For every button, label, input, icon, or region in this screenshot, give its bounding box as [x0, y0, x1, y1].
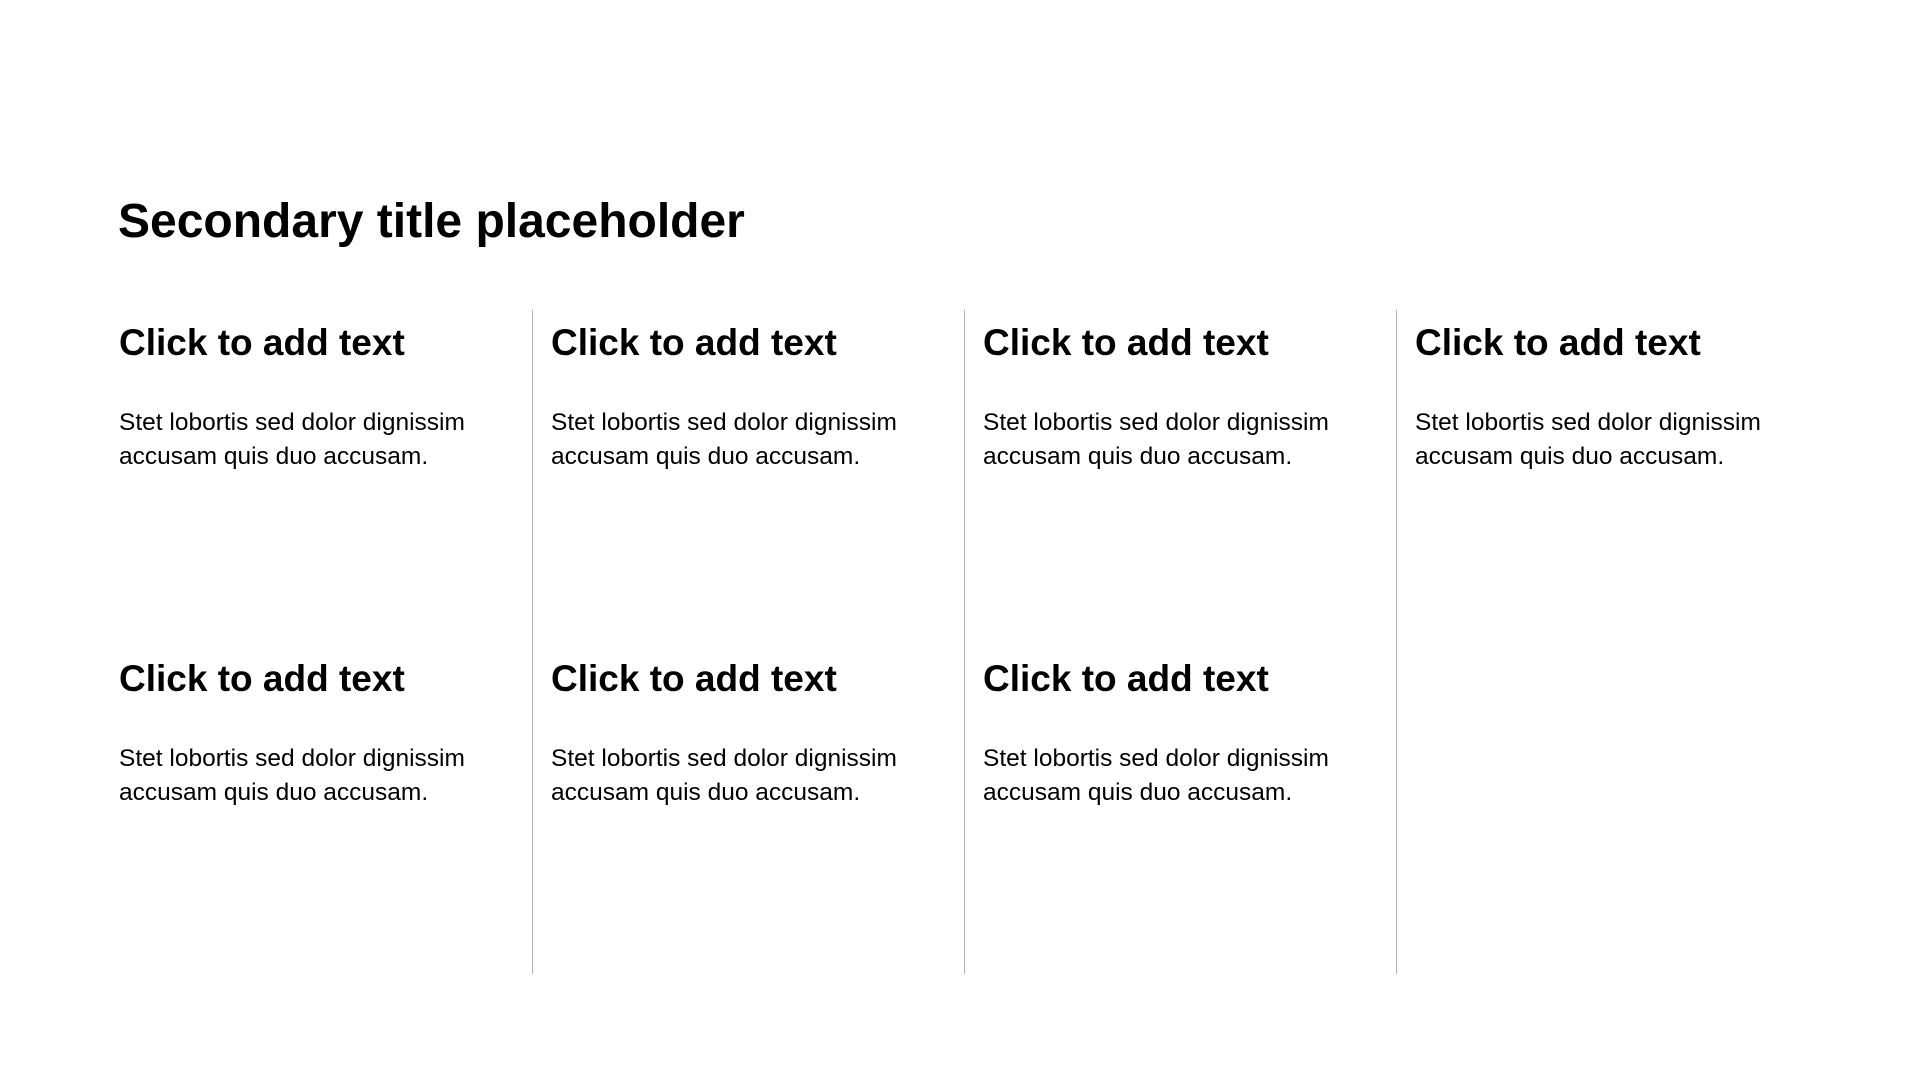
- text-placeholder-1[interactable]: [119, 320, 499, 474]
- placeholder-body: Stet lobortis sed dolor dignissim accusam quis duo accusam.: [119, 745, 465, 806]
- placeholder-body: Stet lobortis sed dolor dignissim accusam quis duo accusam.: [1415, 409, 1761, 470]
- placeholder-heading: Click to add text: [119, 322, 405, 363]
- placeholder-heading: Click to add text: [983, 658, 1269, 699]
- placeholder-body: Stet lobortis sed dolor dignissim accusam quis duo accusam.: [119, 409, 465, 470]
- placeholder-heading: Click to add text: [1415, 322, 1701, 363]
- placeholder-heading: Click to add text: [551, 322, 837, 363]
- text-placeholder-3[interactable]: [983, 320, 1363, 474]
- text-placeholder-5[interactable]: [119, 656, 499, 810]
- text-placeholder-4[interactable]: [1415, 320, 1795, 474]
- text-placeholder-2[interactable]: [551, 320, 931, 474]
- placeholder-body: Stet lobortis sed dolor dignissim accusam quis duo accusam.: [983, 409, 1329, 470]
- placeholder-heading: Click to add text: [983, 322, 1269, 363]
- column-divider: [1396, 310, 1397, 974]
- text-placeholder-7[interactable]: [983, 656, 1363, 810]
- column-divider: [532, 310, 533, 974]
- placeholder-heading: Click to add text: [551, 658, 837, 699]
- column-divider: [964, 310, 965, 974]
- slide-title-placeholder[interactable]: Secondary title placeholder: [118, 195, 745, 248]
- placeholder-body: Stet lobortis sed dolor dignissim accusam quis duo accusam.: [983, 745, 1329, 806]
- placeholder-heading: Click to add text: [119, 658, 405, 699]
- placeholder-body: Stet lobortis sed dolor dignissim accusam quis duo accusam.: [551, 745, 897, 806]
- text-placeholder-6[interactable]: [551, 656, 931, 810]
- placeholder-body: Stet lobortis sed dolor dignissim accusam quis duo accusam.: [551, 409, 897, 470]
